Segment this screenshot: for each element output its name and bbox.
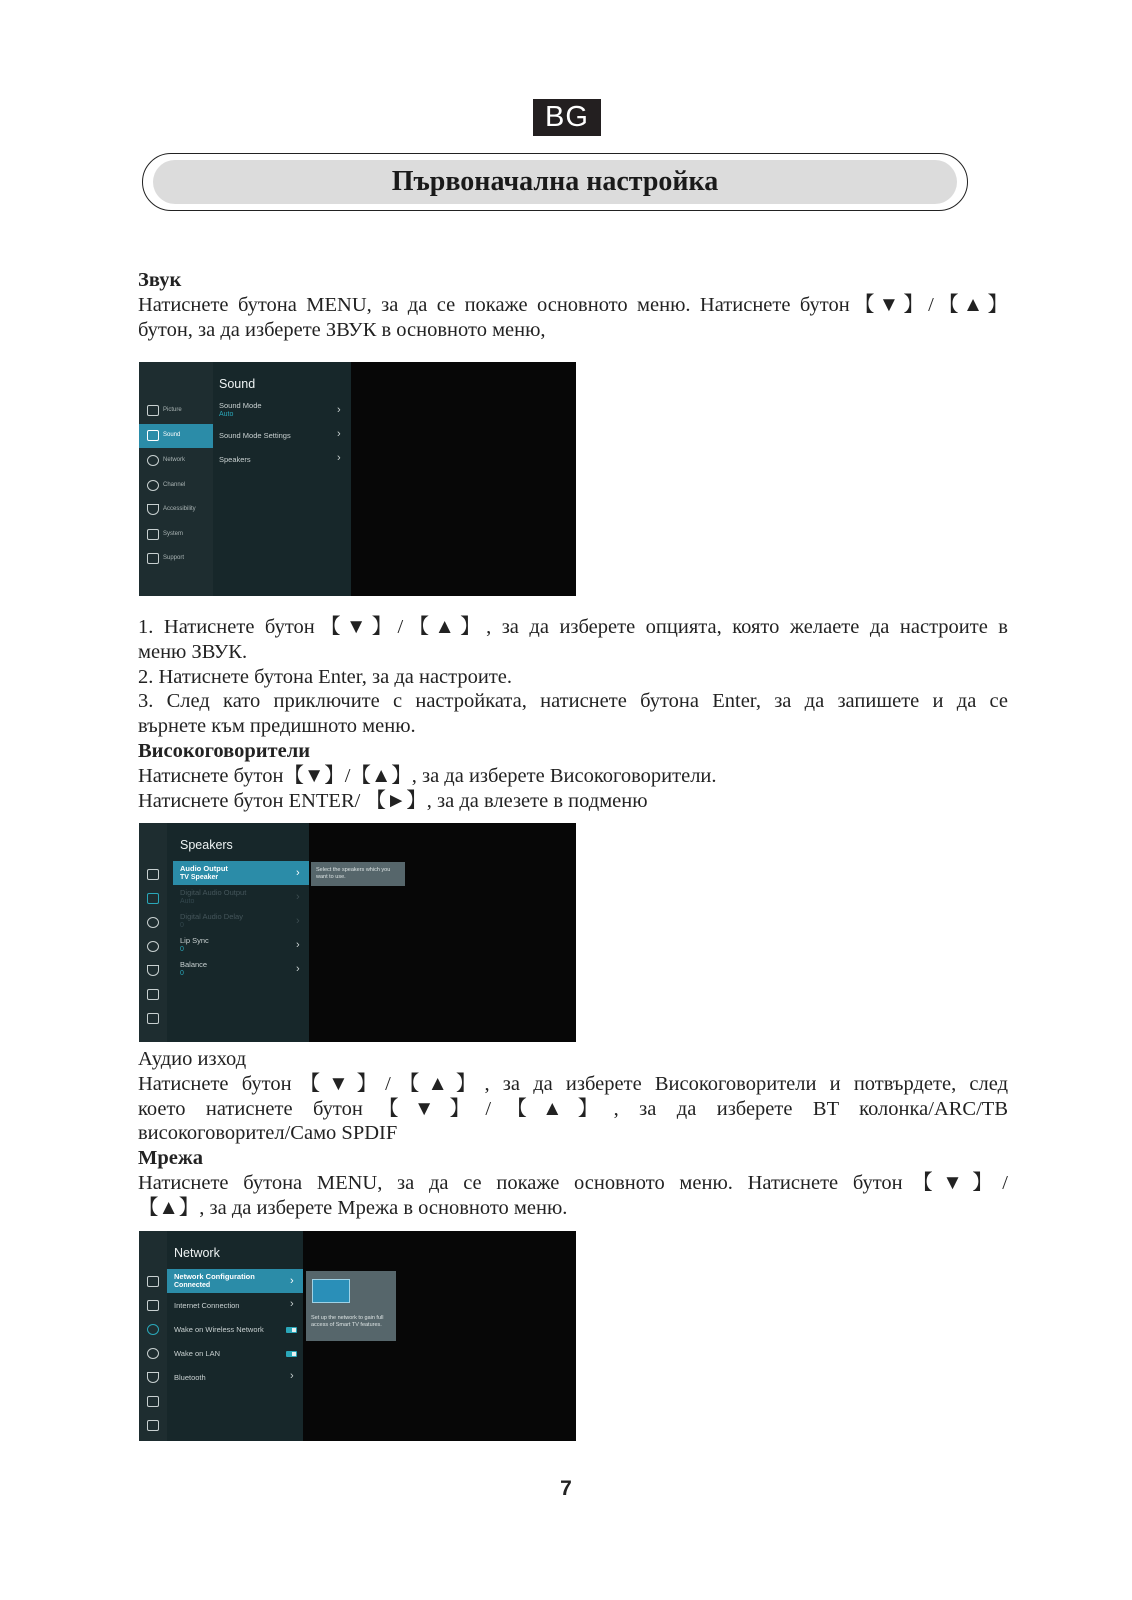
menu-item-digital-audio-output[interactable] [180,888,246,905]
item-label: Bluetooth [174,1373,206,1382]
audio-out-heading: Аудио изход [138,1048,247,1070]
chevron-right-icon: › [296,939,300,951]
item-label: Lip Sync [180,936,209,945]
chevron-right-icon: › [296,915,300,927]
tv-icon[interactable] [147,553,159,564]
help-text: Set up the network to gain full access of Smart TV features. [311,1315,384,1328]
toggle-switch[interactable] [286,1327,297,1333]
speakers-menu-screenshot [139,823,576,1042]
sound-para-line: бутон, за да изберете ЗВУК в основното меню, [138,318,546,341]
accessibility-icon[interactable] [147,1372,159,1383]
menu-title: Sound [219,377,256,391]
item-value: 0 [180,970,184,977]
chevron-right-icon: › [290,1370,294,1382]
menu-item-audio-output[interactable] [180,864,228,881]
audio-out-line: което натиснете бутон【▼】/【▲】, за да изберете BT колонка/ARC/ТВ [138,1097,1008,1120]
item-value: Auto [180,898,195,905]
menu-item-bluetooth[interactable] [174,1373,206,1382]
sidebar-item-picture[interactable]: Picture [163,407,182,413]
picture-icon[interactable] [147,1276,159,1287]
picture-icon[interactable] [147,869,159,880]
menu-item-wake-on-wireless[interactable] [174,1325,264,1334]
page-title: Първоначална настройка [153,160,957,204]
step-line: 1. Натиснете бутон【▼】/【▲】, за да изберете опцията, която желаете да настроите в [138,616,1008,638]
menu-item-digital-audio-delay[interactable] [180,912,243,929]
item-value: 0 [180,922,184,929]
item-label: Internet Connection [174,1301,240,1310]
globe-icon[interactable] [147,455,159,466]
sound-steps [138,615,1008,813]
speakers-heading: Високоговорители [138,739,311,762]
item-label: Speakers [219,455,251,464]
tv-icon[interactable] [147,1013,159,1024]
menu-item-speakers[interactable] [219,455,251,464]
network-menu-screenshot [139,1231,576,1441]
list-icon[interactable] [147,989,159,1000]
picture-icon[interactable] [147,405,159,416]
language-badge: BG [533,99,601,136]
sidebar-item-accessibility[interactable]: Accessibility [163,506,196,512]
accessibility-icon[interactable] [147,965,159,976]
item-value: 0 [180,946,184,953]
sidebar-item-system[interactable]: System [163,531,184,537]
speakers-line: Натиснете бутон【▼】/【▲】, за да изберете Високоговорители. [138,764,717,787]
chevron-right-icon: › [296,963,300,975]
sound-para-line: Натиснете бутона MENU, за да се покаже основното меню. Натиснете бутон【▼】/【▲】 [138,293,1008,316]
chevron-right-icon: › [337,404,341,416]
speaker-icon[interactable] [147,430,159,441]
chevron-right-icon: › [337,428,341,440]
item-label: Wake on LAN [174,1349,220,1358]
step-line: върнете към предишното меню. [138,715,416,738]
chevron-right-icon: › [290,1275,294,1287]
channel-icon[interactable] [147,941,159,952]
chevron-right-icon: › [296,867,300,879]
step-line: 3. След като приключите с настройката, натиснете бутона Enter, за да запишете и да се [138,690,1008,713]
toggle-switch[interactable] [286,1351,297,1357]
channel-icon[interactable] [147,1348,159,1359]
help-tooltip: Select the speakers which you want to use. [311,862,405,886]
menu-panel [167,823,309,1042]
network-line: Натиснете бутона MENU, за да се покаже основното меню. Натиснете бутон【▼】/ [138,1171,1008,1194]
channel-icon[interactable] [147,480,159,491]
menu-item-sound-mode-settings[interactable] [219,431,291,440]
menu-item-network-configuration[interactable] [174,1272,255,1289]
item-label: Wake on Wireless Network [174,1325,264,1334]
network-line: 【▲】, за да изберете Мрежа в основното меню. [138,1196,568,1219]
item-label: Audio Output [180,864,228,873]
tv-icon[interactable] [147,1420,159,1431]
list-icon[interactable] [147,1396,159,1407]
page-title-frame [142,153,968,211]
sound-intro [138,268,1008,342]
step-line: 2. Натиснете бутона Enter, за да настроите. [138,665,513,688]
accessibility-icon[interactable] [147,504,159,515]
menu-item-sound-mode[interactable] [219,401,262,418]
menu-panel [167,1231,303,1441]
network-illustration-icon [312,1279,350,1303]
speaker-icon[interactable] [147,1300,159,1311]
menu-sidebar [139,823,167,1042]
sidebar-item-support[interactable]: Support [163,555,185,561]
chevron-right-icon: › [290,1298,294,1310]
item-label: Digital Audio Output [180,888,247,897]
sidebar-item-sound[interactable]: Sound [163,432,181,438]
speakers-line: Натиснете бутон ENTER/ 【►】, за да влезете в подменю [138,789,648,812]
item-label: Digital Audio Delay [180,912,243,921]
item-value: Auto [219,411,234,418]
item-value: Connected [174,1282,211,1289]
audio-out-and-network [138,1047,1008,1221]
menu-sidebar [139,1231,167,1441]
sound-heading: Звук [138,269,182,291]
item-value: TV Speaker [180,874,219,881]
menu-title: Speakers [180,838,233,852]
sidebar-item-network[interactable]: Network [163,457,186,463]
network-heading: Мрежа [138,1147,203,1170]
menu-panel [213,362,351,596]
speaker-icon[interactable] [147,893,159,904]
sidebar-item-channel[interactable]: Channel [163,482,186,488]
menu-title: Network [174,1246,220,1260]
sound-menu-screenshot [139,362,576,596]
item-label: Sound Mode Settings [219,431,291,440]
item-label: Network Configuration [174,1272,255,1281]
menu-item-lip-sync[interactable] [180,936,209,953]
page-number: 7 [560,1477,572,1500]
menu-item-balance[interactable] [180,960,207,977]
menu-item-wake-on-lan[interactable] [174,1349,220,1358]
item-label: Balance [180,960,208,969]
chevron-right-icon: › [296,891,300,903]
globe-icon[interactable] [147,1324,159,1335]
audio-out-line: високоговорител/Само SPDIF [138,1122,398,1145]
audio-out-line: Натиснете бутон【▼】/【▲】, за да изберете Високоговорители и потвърдете, след [138,1072,1008,1095]
menu-item-internet-connection[interactable] [174,1301,239,1310]
step-line: меню ЗВУК. [138,640,248,663]
chevron-right-icon: › [337,452,341,464]
list-icon[interactable] [147,529,159,540]
item-label: Sound Mode [219,401,262,410]
globe-icon[interactable] [147,917,159,928]
